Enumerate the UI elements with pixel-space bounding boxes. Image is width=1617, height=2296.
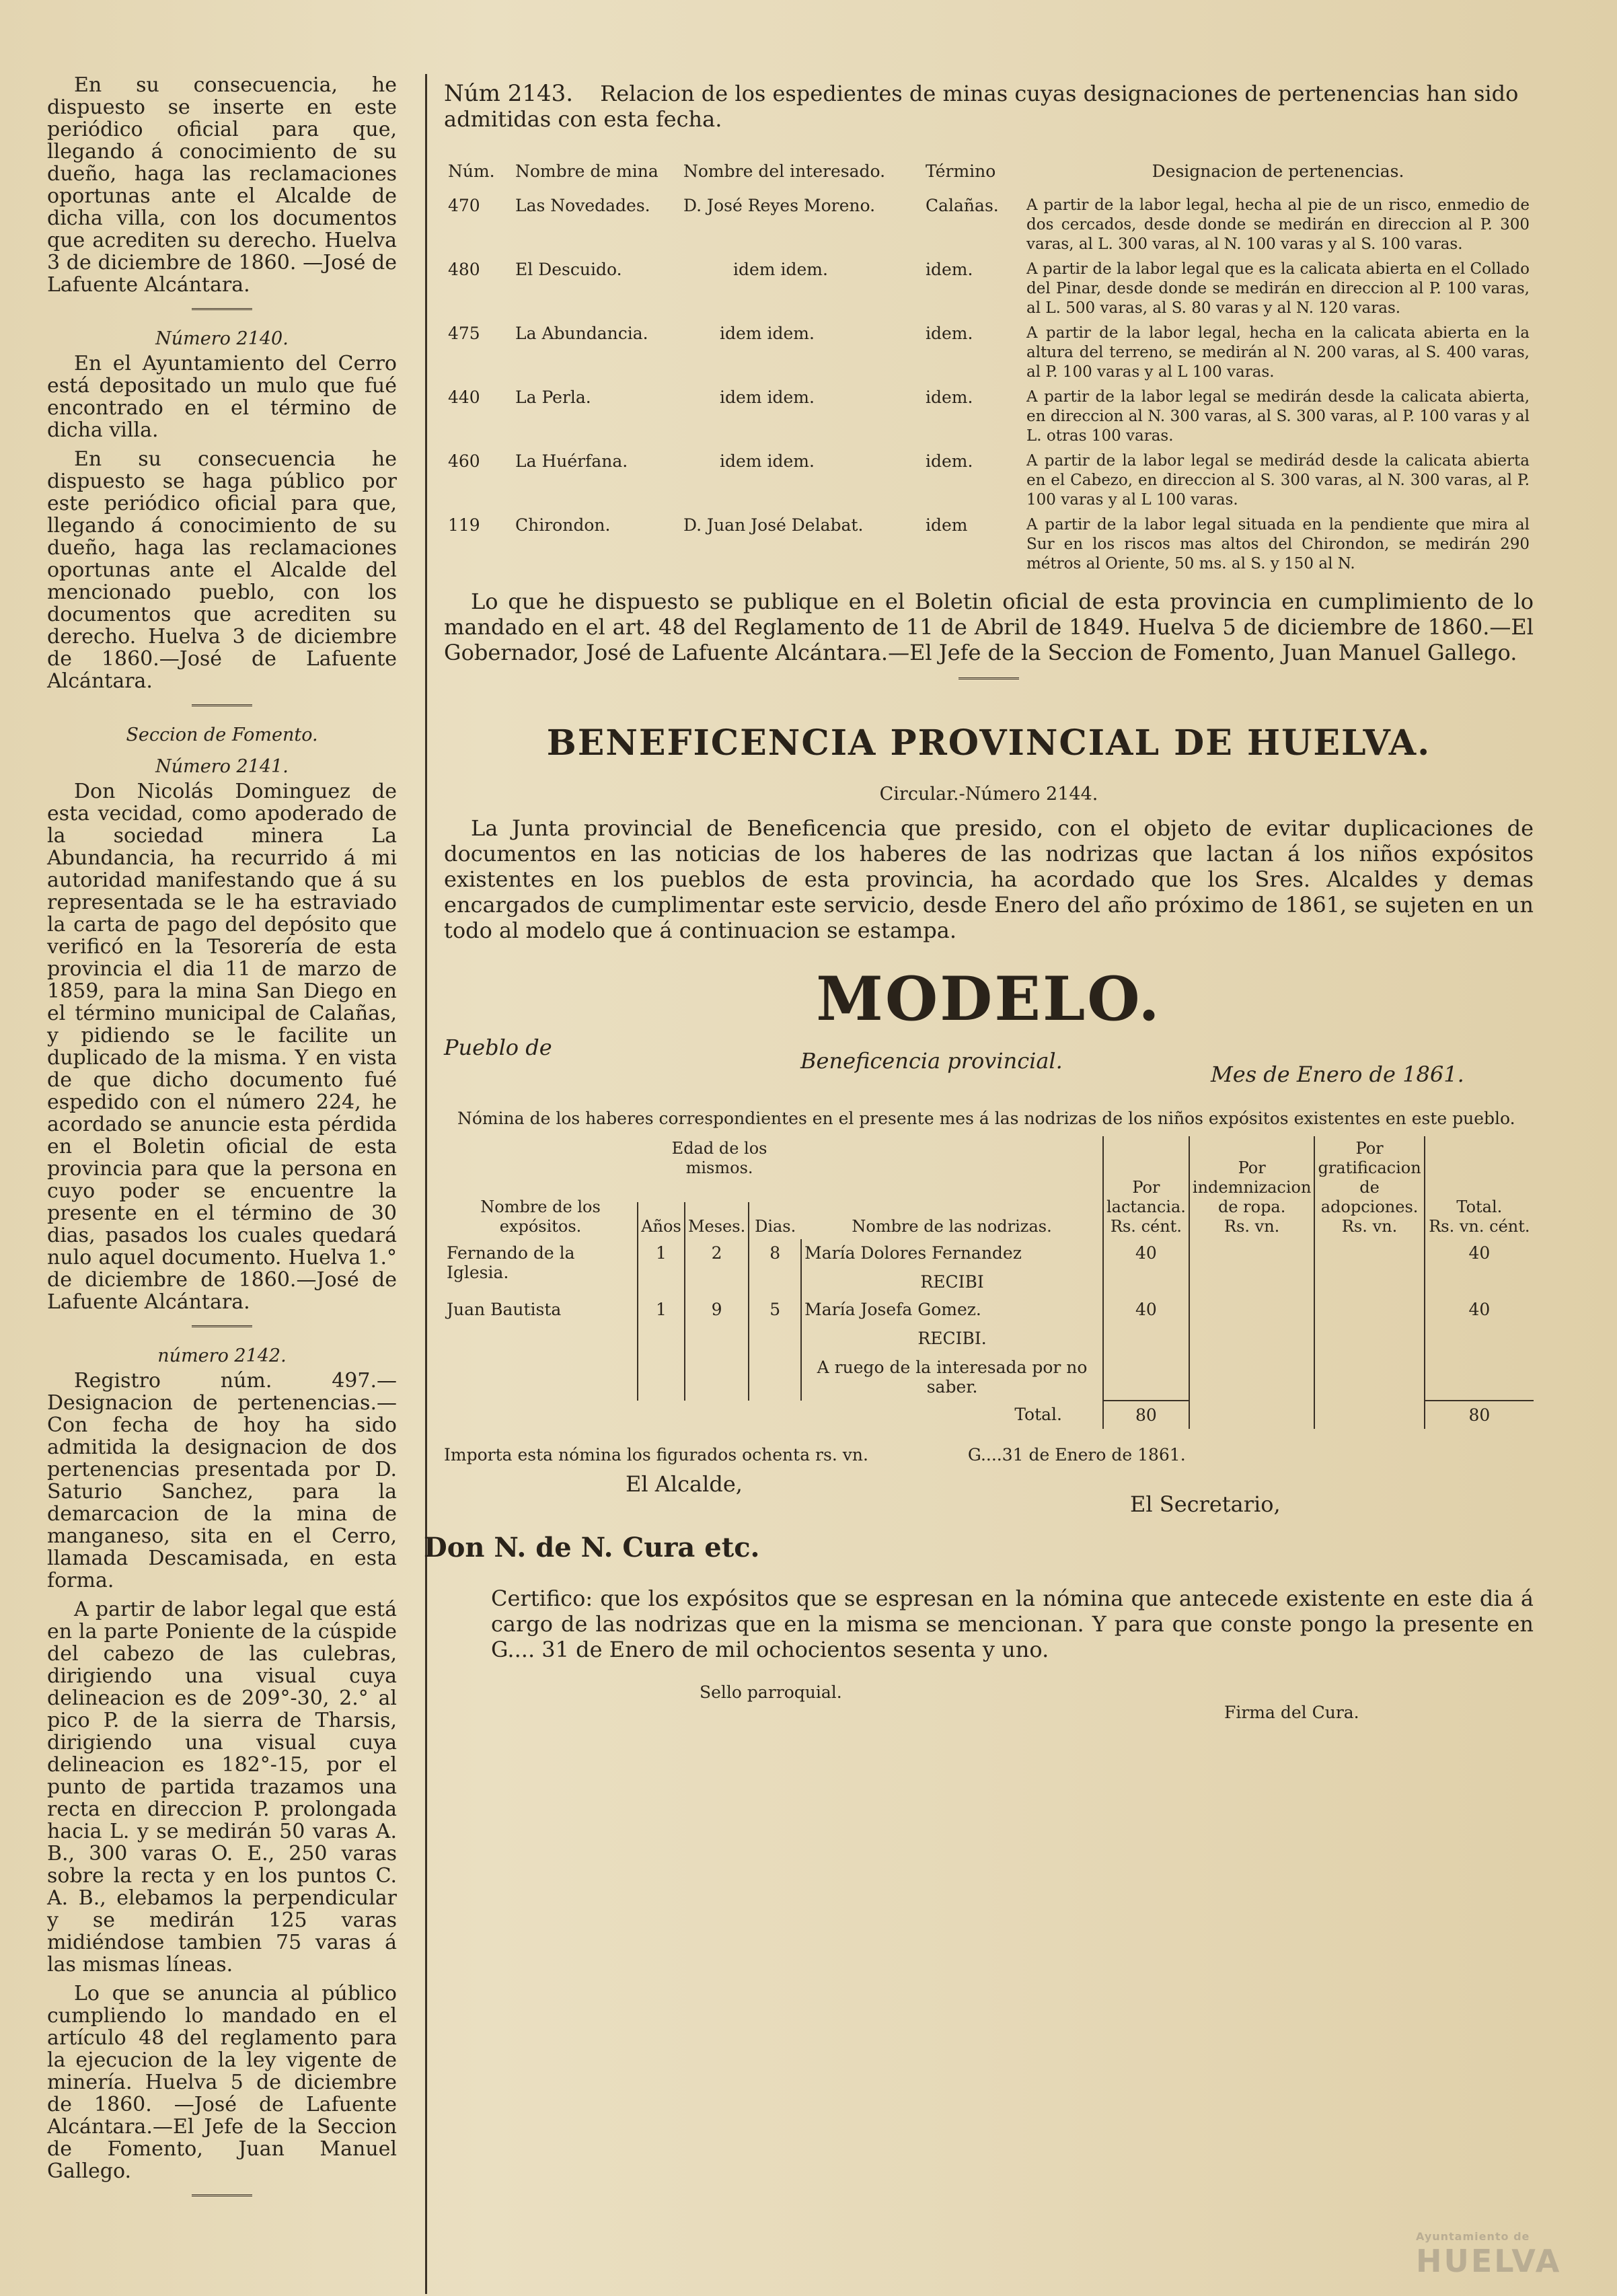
mines-title: Relacion de los espedientes de minas cuyas designaciones de pertenencias han sido admitidas con esta fecha. (444, 81, 1519, 132)
mines-table (444, 159, 1534, 577)
row-total: 40 (1425, 1296, 1534, 1401)
mine-term: idem (926, 515, 968, 535)
nodriza-name: María Josefa Gomez. (804, 1300, 981, 1319)
col-header: Dias. (749, 1202, 801, 1239)
col-header: Término (926, 161, 996, 181)
notice-number: Número 2141. (155, 756, 289, 777)
mines-heading (444, 81, 1534, 132)
age-months: 9 (685, 1296, 749, 1401)
table-row (444, 257, 1534, 321)
nomina-date: G....31 de Enero de 1861. (967, 1445, 1186, 1465)
mine-owner: idem idem. (720, 324, 815, 343)
col-header (1189, 1136, 1315, 1239)
bottom-signatures (444, 1662, 1534, 1722)
form-header (444, 1035, 1534, 1109)
notice-text: A partir de labor legal que está en la parte Poniente de la cúspide del cabezo de las culebras, dirigiendo una visual cuya delineacion es de 209°-30, 2.° al pico P. de la sierra de Tharsis, dirigiendo una visual cuya delineacion es 182°-15, por el punto de partida trazamos una recta en direccion P. prolongada hacia L. y se medirán 50 varas A. B., 300 varas O. E., 250 varas sobre la recta y en los puntos C. A. B., elebamos la perpendicular y se medirán 125 varas midiéndose tambien 75 varas á las mismas líneas. (47, 1598, 397, 1976)
mine-name: La Abundancia. (515, 324, 648, 343)
notice-number: número 2142. (157, 1345, 287, 1366)
mine-owner: D. José Reyes Moreno. (683, 196, 876, 215)
nodriza-cell (801, 1239, 1103, 1296)
column-divider (425, 74, 427, 2294)
mine-designation: A partir de la labor legal se medirád desde la calicata abierta en el Cabezo, en direccion al S. 300 varas, al N. 300 varas, al P. 100 varas y al L 100 varas. (1026, 452, 1530, 509)
col-header: Nombre de las nodrizas. (852, 1217, 1052, 1236)
sello-label: Sello parroquial. (700, 1682, 842, 1702)
lactancia-amount: 40 (1103, 1239, 1189, 1296)
importa-line (444, 1445, 1534, 1465)
form-month: Mes de Enero de 1861. (1211, 1062, 1464, 1087)
col-header (1103, 1136, 1189, 1239)
exposito-name: Juan Bautista (447, 1300, 562, 1319)
age-months: 2 (685, 1239, 749, 1296)
ropa-amount (1189, 1296, 1315, 1401)
notice-text: En su consecuencia, he dispuesto se inserte en este periódico oficial para que, llegando á conocimiento de su dueño, haga las reclamaciones oportunas ante el Alcalde de dicha villa, con los documentos que acrediten su derecho. Huelva 3 de diciembre de 1860. —José de Lafuente Alcántara. (47, 73, 397, 297)
nomina-heading: Nómina de los haberes correspondientes en el presente mes á las nodrizas de los niños expósitos existentes en este pueblo. (457, 1109, 1515, 1128)
col-header: Designacion de pertenencias. (1152, 161, 1404, 181)
form-beneficencia: Beneficencia provincial. (800, 1048, 1063, 1074)
cura-heading: Don N. de N. Cura etc. (424, 1532, 760, 1563)
mine-owner: idem idem. (733, 260, 828, 279)
mine-name: Chirondon. (515, 515, 611, 535)
total-ropa (1189, 1401, 1315, 1429)
notice-number: Número 2140. (155, 328, 289, 349)
total-gratificacion (1314, 1401, 1424, 1429)
mine-owner: idem idem. (720, 387, 815, 407)
exposito-name: Fernando de la Iglesia. (447, 1243, 575, 1282)
col-header-label: Total. (1456, 1197, 1503, 1216)
total-lactancia: 80 (1103, 1401, 1189, 1429)
mine-name: El Descuido. (515, 260, 622, 279)
header-row (444, 1136, 1534, 1202)
mine-term: idem. (926, 451, 973, 471)
lactancia-amount: 40 (1103, 1296, 1189, 1401)
mine-name: Las Novedades. (515, 196, 650, 215)
left-column (47, 74, 397, 2214)
separator (192, 2194, 252, 2199)
right-column (424, 80, 1534, 1722)
table-row (444, 385, 1534, 449)
col-header: Nombre de mina (515, 161, 659, 181)
mine-owner: D. Juan José Delabat. (683, 515, 864, 535)
mine-designation: A partir de la labor legal, hecha en la calicata abierta en la altura del terreno, se medirán al N. 200 varas, al S. 400 varas, al P. 100 varas y al L 100 varas. (1026, 324, 1530, 381)
age-years: 1 (638, 1296, 685, 1401)
firma-label: Firma del Cura. (1224, 1703, 1359, 1722)
col-header: Nombre de los expósitos. (480, 1197, 601, 1236)
notice-text: Registro núm. 497.—Designacion de pertenencias.—Con fecha de hoy ha sido admitida la designacion de dos pertenencias presentada por D. Saturio Sanchez, para la demarcacion de la mina de manganeso, sita en el Cerro, llamada Descamisada, en esta forma. (47, 1369, 397, 1592)
secretario-label: El Secretario, (1130, 1491, 1281, 1517)
recibi-label: RECIBI. (917, 1329, 987, 1348)
separator (192, 308, 252, 313)
col-header-label: Por indemnizacion de ropa. (1192, 1158, 1312, 1216)
total-row (444, 1401, 1534, 1429)
col-header-unit: Rs. cént. (1110, 1217, 1182, 1236)
age-days: 8 (749, 1239, 801, 1296)
col-header: Nombre del interesado. (683, 161, 886, 181)
age-days: 5 (749, 1296, 801, 1401)
mines-number: Núm 2143. (444, 80, 574, 107)
mine-term: idem. (926, 387, 973, 407)
mine-designation: A partir de la labor legal situada en la pendiente que mira al Sur en los riscos mas altos del Chirondon, se medirán 290 métros al Oriente, 50 ms. al S. y 150 al N. (1026, 516, 1530, 572)
mine-num: 440 (448, 387, 480, 407)
mine-term: Calañas. (926, 196, 999, 215)
mine-num: 460 (448, 451, 480, 471)
col-header-unit: Rs. vn. cént. (1429, 1217, 1530, 1236)
total-label: Total. (1014, 1405, 1062, 1424)
age-years: 1 (638, 1239, 685, 1296)
col-header: Meses. (685, 1202, 749, 1239)
archive-watermark (1416, 2230, 1561, 2279)
table-row (444, 513, 1534, 577)
notice-text: En su consecuencia he dispuesto se haga público por este periódico oficial para que, llegando á conocimiento de su dueño, haga las reclamaciones oportunas ante el Alcalde del mencionado pueblo, con los documentos que acrediten su derecho. Huelva 3 de diciembre de 1860.—José de Lafuente Alcántara. (47, 447, 397, 693)
notice-text: Lo que se anuncia al público cumpliendo lo mandado en el artículo 48 del reglamento para la ejecucion de la ley vigente de minería. Huelva 5 de diciembre de 1860. —José de Lafuente Alcántara.—El Jefe de la Seccion de Fomento, Juan Manuel Gallego. (47, 1982, 397, 2183)
col-header (1314, 1136, 1424, 1239)
mine-name: La Huérfana. (515, 451, 628, 471)
recibi-label: RECIBI (920, 1272, 984, 1292)
section-heading: Seccion de Fomento. (126, 725, 318, 745)
table-row (444, 321, 1534, 385)
signature-note: A ruego de la interesada por no saber. (817, 1358, 1088, 1397)
separator (192, 704, 252, 709)
col-header-label: Por gratificacion de adopciones. (1318, 1139, 1421, 1216)
col-header: Edad de los mismos. (671, 1139, 767, 1177)
watermark-small: Ayuntamiento de (1416, 2230, 1530, 2243)
expositos-table (444, 1136, 1534, 1429)
table-row (444, 193, 1534, 257)
signatures (424, 1465, 1534, 1565)
notice-text: En el Ayuntamiento del Cerro está depositado un mulo que fué encontrado en el término de dicha villa. (47, 352, 397, 442)
col-header: Núm. (448, 161, 495, 181)
col-header-label: Por lactancia. (1106, 1178, 1186, 1216)
notice-text: Don Nicolás Dominguez de esta vecidad, como apoderado de la sociedad minera La Abundancia, ha recurrido á mi autoridad manifestando que á su representada se le ha estraviado la carta de pago del depósito que verificó en la Tesorería de esta provincia el dia 11 de marzo de 1859, para la mina San Diego en el término municipal de Calañas, y pidiendo se le facilite un duplicado de la misma. Y en vista de que dicho documento fué espedido con el número 224, he acordado se anuncie esta pérdida en el Boletin oficial de esta provincia para que la persona en cuyo poder se encuentre la presente en el término de 30 dias, pasados los cuales quedará nulo aquel documento. Huelva 1.° de diciembre de 1860.—José de Lafuente Alcántara. (47, 780, 397, 1314)
alcalde-label: El Alcalde, (626, 1471, 743, 1497)
certifico-text: Certifico: que los expósitos que se espresan en la nómina que antecede existente en este dia á cargo de las nodrizas que en la misma se mencionan. Y para que conste pongo la presente en G.... 31 de Enero de mil ochocientos sesenta y uno. (491, 1586, 1534, 1662)
beneficencia-title: BENEFICENCIA PROVINCIAL DE HUELVA. (546, 723, 1431, 764)
mine-term: idem. (926, 260, 973, 279)
col-header-unit: Rs. vn. (1224, 1217, 1280, 1236)
table-row (444, 1239, 1534, 1296)
separator (958, 677, 1019, 682)
table-row (444, 449, 1534, 513)
circular-number: Circular.-Número 2144. (879, 784, 1098, 805)
mine-owner: idem idem. (720, 451, 815, 471)
nodriza-name: María Dolores Fernandez (804, 1243, 1022, 1263)
circular-body: La Junta provincial de Beneficencia que presido, con el objeto de evitar duplicaciones de documentos en las noticias de los haberes de las nodrizas que lactan á los niños expósitos existentes en los pueblos de esta provincia, ha acordado que los Sres. Alcaldes y demas encargados de cumplimentar este servicio, desde Enero del año próximo de 1861, se sujeten en un todo al modelo que á continuacion se estampa. (444, 815, 1534, 943)
mine-designation: A partir de la labor legal que es la calicata abierta en el Collado del Pinar, desde donde se medirán en direccion al P. 100 varas, al L. 500 varas, al S. 80 varas y al N. 120 varas. (1026, 260, 1530, 317)
mine-num: 480 (448, 260, 480, 279)
watermark-big: HUELVA (1416, 2243, 1562, 2279)
gratificacion-amount (1314, 1239, 1424, 1296)
ropa-amount (1189, 1239, 1315, 1296)
table-row (444, 1296, 1534, 1401)
nodriza-cell (801, 1296, 1103, 1401)
mine-num: 470 (448, 196, 480, 215)
col-header-unit: Rs. vn. (1341, 1217, 1398, 1236)
form-pueblo: Pueblo de (444, 1035, 552, 1060)
mines-closing: Lo que he dispuesto se publique en el Boletin oficial de esta provincia en cumplimiento de lo mandado en el art. 48 del Reglamento de 11 de Abril de 1849. Huelva 5 de diciembre de 1860.—El Gobernador, José de Lafuente Alcántara.—El Jefe de la Seccion de Fomento, Juan Manuel Gallego. (444, 589, 1534, 665)
mine-term: idem. (926, 324, 973, 343)
mine-designation: A partir de la labor legal, hecha al pie de un risco, enmedio de dos cercados, desde donde se medirán en direccion al P. 300 varas, al L. 300 varas, al N. 100 varas y al S. 100 varas. (1026, 196, 1530, 253)
modelo-title: MODELO. (816, 963, 1162, 1035)
col-header (1425, 1136, 1534, 1239)
gratificacion-amount (1314, 1296, 1424, 1401)
mine-name: La Perla. (515, 387, 591, 407)
mine-num: 119 (448, 515, 480, 535)
row-total: 40 (1425, 1239, 1534, 1296)
grand-total: 80 (1425, 1401, 1534, 1429)
mines-header-row (444, 159, 1534, 193)
col-header: Años (638, 1202, 685, 1239)
mine-designation: A partir de la labor legal se medirán desde la calicata abierta, en direccion al N. 300 varas, al S. 300 varas, al P. 100 varas y al L. otras 100 varas. (1026, 388, 1530, 445)
importa-text: Importa esta nómina los figurados ochenta rs. vn. (444, 1445, 868, 1465)
separator (192, 1325, 252, 1330)
mine-num: 475 (448, 324, 480, 343)
